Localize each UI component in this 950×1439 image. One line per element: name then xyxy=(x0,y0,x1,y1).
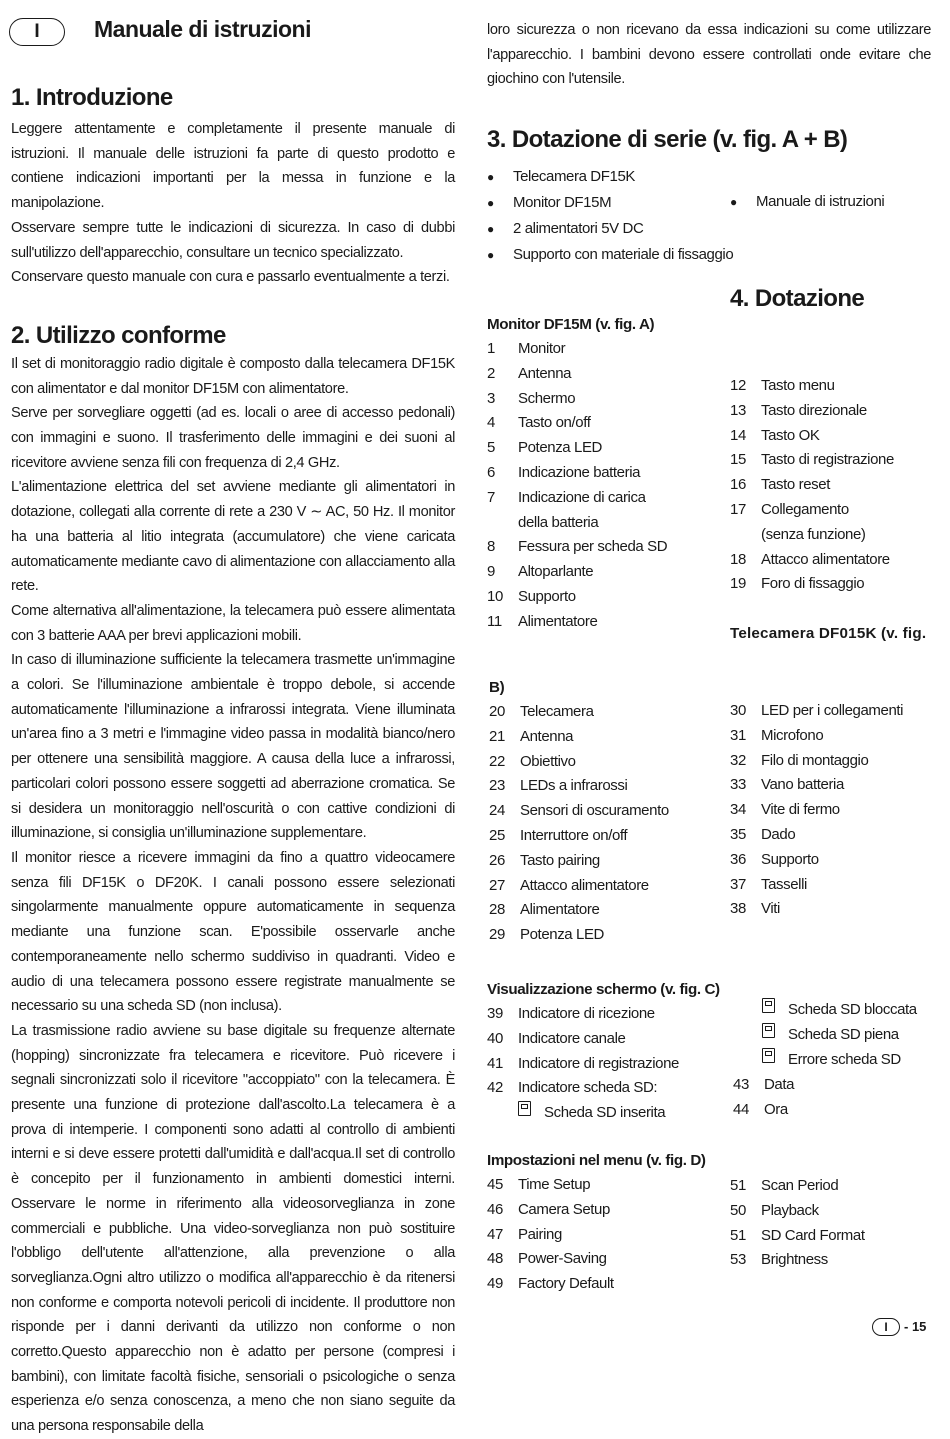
language-badge: I xyxy=(9,18,65,46)
list-item: 9 Altoparlante xyxy=(487,563,594,581)
document-title: Manuale di istruzioni xyxy=(94,16,311,42)
list-item: 4 Tasto on/off xyxy=(487,414,591,432)
uso-paragraph: In caso di illuminazione sufficiente la telecamera trasmette un'immagine a colori. Se l'illuminazione ambientale è troppo debole, si accende automaticamente l'illuminazione a infrarossi integrata. Viene illuminata un'area fino a 3 metri e l'immagine video passa in modalità bianco/nero per ottenere una sensibilità maggiore. A causa della luce a infrarossi, particolari colori possono essere soggetti ad aberrazione cromatica. Se si desidera un monitoraggio nell'oscurità o con cattive condizioni di illuminazione, si consiglia un'illuminazione supplementare. xyxy=(11,652,455,842)
list-item: 42 Indicatore scheda SD: xyxy=(487,1079,658,1097)
footer-language-badge: I xyxy=(872,1318,900,1336)
left-column xyxy=(11,82,455,1439)
screen-indicators-list xyxy=(487,1002,717,1126)
list-item: 51 Scan Period xyxy=(730,1177,839,1194)
list-item: 2 Antenna xyxy=(487,364,572,382)
list-item: 35 Dado xyxy=(730,825,796,843)
uso-continuation-paragraph: loro sicurezza o non ricevano da essa indicazioni su come utilizzare l'apparecchio. I bambini devono essere controllati onde evitare che giochino con l'utensile. xyxy=(487,22,931,88)
screen-subheading: Visualizzazione schermo (v. fig. C) xyxy=(487,981,720,998)
screen-indicators-list-right xyxy=(733,1073,883,1123)
list-item: 10 Supporto xyxy=(487,587,576,605)
intro-paragraph: Osservare sempre tutte le indicazioni di sicurezza. In caso di dubbi sull'utilizzo dell'apparecchio, consultare un tecnico specializzato. xyxy=(11,219,455,261)
camera-parts-list xyxy=(489,700,709,948)
list-item: 13 Tasto direzionale xyxy=(730,401,867,419)
list-item: Scheda SD inserita xyxy=(487,1101,717,1126)
uso-paragraph: Il set di monitoraggio radio digitale è composto dalla telecamera DF15K con alimentator e dal monitor DF15M con alimentatore. xyxy=(11,355,455,397)
section-heading-dotazione: 4. Dotazione xyxy=(730,285,865,312)
list-item: 19 Foro di fissaggio xyxy=(730,575,865,593)
sd-card-error-icon xyxy=(762,1048,775,1063)
list-item: 41 Indicatore di registrazione xyxy=(487,1054,679,1072)
camera-parts-list-right xyxy=(730,699,935,922)
list-item: 14 Tasto OK xyxy=(730,426,820,444)
list-item: 6 Indicazione batteria xyxy=(487,463,641,481)
menu-settings-list xyxy=(487,1173,707,1297)
list-item: 24 Sensori di oscuramento xyxy=(489,802,669,820)
sd-states-list xyxy=(762,998,942,1072)
list-item: 29 Potenza LED xyxy=(489,926,604,944)
list-item: 31 Microfono xyxy=(730,726,824,744)
list-item: 33 Vano batteria xyxy=(730,776,844,794)
list-item: 18 Attacco alimentatore xyxy=(730,550,890,568)
list-item: 38 Viti xyxy=(730,900,780,918)
uso-paragraph: Il monitor riesce a ricevere immagini da fino a quattro videocamere senza fili DF15K o DF20K. I canali possono essere selezionati singolarmente manualmente oppure automaticamente in sequenza mediante una funzione scan. E'possibile osservarle anche contemporaneamente nello schermo suddiviso in quadranti. Video e audio di una telecamera possono essere registrate manualmente se necessario su una scheda SD (non inclusa). xyxy=(11,849,455,1015)
intro-paragraph: Conservare questo manuale con cura e passarlo eventualmente a terzi. xyxy=(11,269,450,286)
sd-card-full-icon xyxy=(762,1023,775,1038)
list-item: 37 Tasselli xyxy=(730,875,807,893)
bullet-icon: ● xyxy=(730,195,737,209)
list-item: 45 Time Setup xyxy=(487,1176,591,1193)
list-item: 50 Playback xyxy=(730,1201,819,1219)
list-item: 12 Tasto menu xyxy=(730,377,835,394)
list-item: ● Supporto con materiale di fissaggio xyxy=(487,242,733,268)
menu-settings-list-right xyxy=(730,1174,935,1273)
page-number: - 15 xyxy=(904,1319,927,1334)
list-item: 26 Tasto pairing xyxy=(489,851,600,869)
list-item: 34 Vite di fermo xyxy=(730,801,840,819)
list-item: 7 Indicazione di carica della batteria xyxy=(487,488,646,531)
list-item: 36 Supporto xyxy=(730,850,819,868)
list-item: 28 Alimentatore xyxy=(489,901,600,919)
bullet-icon: ● xyxy=(487,248,494,262)
list-item: ● Manuale di istruzioni xyxy=(730,189,884,215)
list-item: ● 2 alimentatori 5V DC xyxy=(487,216,733,242)
bullet-icon: ● xyxy=(487,222,494,236)
list-item: 21 Antenna xyxy=(489,727,574,745)
list-item: Scheda SD bloccata xyxy=(762,998,942,1023)
list-item: ● Telecamera DF15K xyxy=(487,164,733,190)
list-item: 23 LEDs a infrarossi xyxy=(489,777,628,795)
bullet-icon: ● xyxy=(487,170,494,184)
list-item: 30 LED per i collegamenti xyxy=(730,702,904,719)
list-item: 25 Interruttore on/off xyxy=(489,826,628,844)
list-item: 1 Monitor xyxy=(487,340,566,357)
list-item: 16 Tasto reset xyxy=(730,476,830,494)
list-item: 11 Alimentatore xyxy=(487,612,598,630)
list-item: 39 Indicatore di ricezione xyxy=(487,1005,655,1022)
monitor-subheading: Monitor DF15M (v. fig. A) xyxy=(487,316,655,333)
list-item: ● Monitor DF15M xyxy=(487,190,733,216)
sd-card-locked-icon xyxy=(762,998,775,1013)
list-item: 22 Obiettivo xyxy=(489,752,576,770)
monitor-parts-list-right xyxy=(730,374,935,597)
list-item: 15 Tasto di registrazione xyxy=(730,451,894,469)
section-heading-dotazione-serie: 3. Dotazione di serie (v. fig. A + B) xyxy=(487,126,848,153)
list-item: 32 Filo di montaggio xyxy=(730,751,869,769)
list-item: 8 Fessura per scheda SD xyxy=(487,538,668,556)
sd-card-inserted-icon xyxy=(518,1101,531,1116)
list-item: Errore scheda SD xyxy=(762,1048,942,1073)
list-item: 46 Camera Setup xyxy=(487,1200,610,1218)
bullet-icon: ● xyxy=(487,196,494,210)
uso-paragraph: La trasmissione radio avviene su base digitale su frequenze alternate (hopping) sincronizzate fra telecamera e ricevitore. Può ricevere i segnali sincronizzati solo il ricevitore "accoppiato" con la telecamera. È presente una funzione di protezione dall'ascolto.La telecamera è a prova di intemperie. I componenti sono adatti al controllo di ambienti interni e si deve essere protetti dall'umidità e dall'acqua.Il set di controllo è concepito per il funzionamento in ambienti domestici interni. Osservare le norme in riferimento alla videosorveglianza in zone commerciali e pubbliche. Una video-sorveglianza non può sostituire l'obbligo dell'utente all'attenzione, alla prevenzione o alla sorveglianza.Ogni altro utilizzo o modifica all'apparecchio è da ritenersi non conforme e comporta notevoli pericoli di incidente. Il produttore non risponde per i danni derivanti da utilizzo non conforme o non corretto.Questo apparecchio non è adatto per persone (compresi i bambini), con limitate facoltà fisiche, sensoriali o psicologiche o senza esperienza e/o senza conoscenza, a meno che non siano seguite da una persona responsabile della xyxy=(11,1022,455,1435)
uso-paragraph: Come alternativa all'alimentazione, la telecamera può essere alimentata con 3 batterie AAA per brevi applicazioni mobili. xyxy=(11,602,455,644)
list-item: 3 Schermo xyxy=(487,389,576,407)
list-item: 44 Ora xyxy=(733,1100,788,1118)
list-item: 20 Telecamera xyxy=(489,703,594,720)
list-item: 53 Brightness xyxy=(730,1251,828,1269)
list-item: Scheda SD piena xyxy=(762,1023,942,1048)
camera-subheading-cont: B) xyxy=(489,679,505,696)
list-item: 27 Attacco alimentatore xyxy=(489,876,649,894)
list-item: 43 Data xyxy=(733,1076,795,1093)
intro-paragraph: Leggere attentamente e completamente il presente manuale di istruzioni. Il manuale delle istruzioni fa parte di questo prodotto e contiene indicazioni importanti per la messa in funzione e la manipolazione. xyxy=(11,121,455,212)
list-item: 49 Factory Default xyxy=(487,1275,614,1293)
section-heading-introduzione: 1. Introduzione xyxy=(11,84,173,111)
camera-subheading: Telecamera DF015K (v. fig. xyxy=(730,625,927,642)
list-item: 40 Indicatore canale xyxy=(487,1029,626,1047)
list-item: 48 Power-Saving xyxy=(487,1250,607,1268)
menu-subheading: Impostazioni nel menu (v. fig. D) xyxy=(487,1152,706,1169)
dotazione-bullet-list xyxy=(487,164,733,268)
uso-paragraph: L'alimentazione elettrica del set avviene mediante gli alimentatori in dotazione, collegati alla corrente di rete a 230 V ∼ AC, 50 Hz. Il monitor ha una batteria al litio integrata (accumulatore) che viene caricata automaticamente mediante cavo di alimentazione con allacciamento alla rete. xyxy=(11,479,455,595)
section-heading-utilizzo: 2. Utilizzo conforme xyxy=(11,321,226,349)
monitor-parts-list xyxy=(487,337,697,635)
list-item: 47 Pairing xyxy=(487,1225,562,1243)
uso-paragraph: Serve per sorvegliare oggetti (ad es. locali o aree di accesso pedonali) con immagini e suono. Il trasferimento delle immagini e dei suoni al ricevitore avviene senza fili con frequenza di 2,4 GHz. xyxy=(11,405,455,471)
list-item: 51 SD Card Format xyxy=(730,1226,865,1244)
list-item: 17 Collegamento (senza funzione) xyxy=(730,500,866,543)
list-item: 5 Potenza LED xyxy=(487,439,602,457)
